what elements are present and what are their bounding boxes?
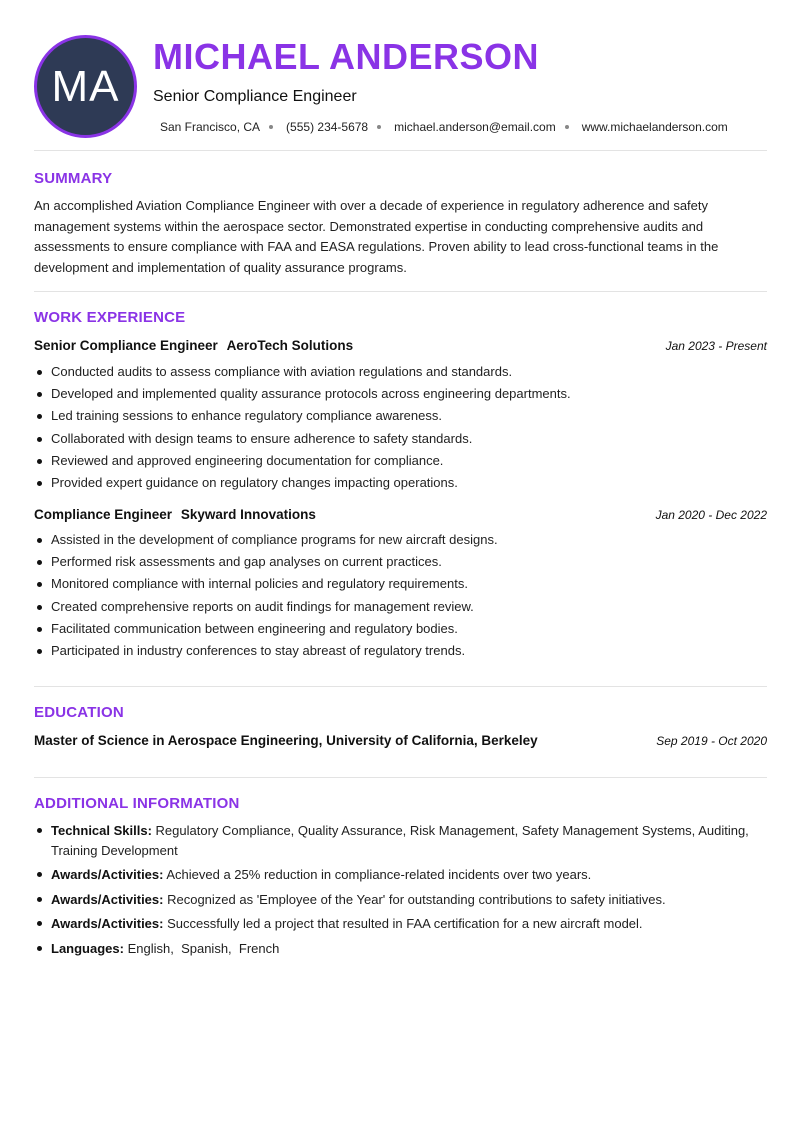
list-item: Assisted in the development of compliance programs for new aircraft designs. <box>34 529 767 551</box>
list-item: Created comprehensive reports on audit findings for management review. <box>34 596 767 618</box>
job-role: Compliance Engineer <box>34 507 173 522</box>
job-company: Skyward Innovations <box>180 507 316 522</box>
item-text: Recognized as 'Employee of the Year' for outstanding contributions to safety initiatives. <box>167 891 666 907</box>
job-bullets <box>34 361 767 494</box>
avatar <box>34 35 137 138</box>
list-item: Performed risk assessments and gap analyses on current practices. <box>34 551 767 573</box>
list-item <box>34 890 767 910</box>
experience-heading: WORK EXPERIENCE <box>34 309 186 326</box>
list-item: Collaborated with design teams to ensure adherence to safety standards. <box>34 428 767 450</box>
contact-phone: (555) 234-5678 <box>286 120 369 134</box>
job-dates: Jan 2020 - Dec 2022 <box>655 508 767 522</box>
job-header <box>34 338 767 353</box>
item-text: Regulatory Compliance, Quality Assurance, Risk Management, Safety Management Systems, Auditing, Training Development <box>51 823 749 858</box>
list-item: Monitored compliance with internal policies and regulatory requirements. <box>34 573 767 595</box>
item-label: Technical Skills: <box>51 823 152 838</box>
job-role: Senior Compliance Engineer <box>34 338 218 353</box>
summary-text: An accomplished Aviation Compliance Engineer with over a decade of experience in regulatory adherence and safety management systems within the aerospace sector. Demonstrated expertise in conducting comprehensive audits and assessments to ensure compliance with FAA and EASA regulations. Proven ability to lead cross-functional teams in the development and implementation of quality assurance programs. <box>34 198 719 275</box>
contact-email[interactable]: michael.anderson@email.com <box>394 120 556 134</box>
job-bullets <box>34 529 767 662</box>
item-label: Awards/Activities: <box>51 867 164 882</box>
education-row <box>34 733 767 748</box>
summary-heading: SUMMARY <box>34 170 113 187</box>
list-item: Reviewed and approved engineering documentation for compliance. <box>34 450 767 472</box>
candidate-title: Senior Compliance Engineer <box>153 88 357 105</box>
divider <box>34 150 767 151</box>
divider <box>34 686 767 687</box>
list-item: Provided expert guidance on regulatory changes impacting operations. <box>34 472 767 494</box>
contact-website[interactable]: www.michaelanderson.com <box>581 120 728 134</box>
list-item <box>34 914 767 934</box>
bullet-separator <box>269 125 273 129</box>
list-item: Conducted audits to assess compliance with aviation regulations and standards. <box>34 361 767 383</box>
list-item: Developed and implemented quality assurance protocols across engineering departments. <box>34 383 767 405</box>
list-item <box>34 865 767 885</box>
item-text: English, Spanish, French <box>127 940 280 956</box>
list-item: Led training sessions to enhance regulatory compliance awareness. <box>34 405 767 427</box>
avatar-initials: MA <box>51 61 120 111</box>
bullet-separator <box>377 125 381 129</box>
education-dates: Sep 2019 - Oct 2020 <box>656 734 767 748</box>
item-label: Languages: <box>51 940 124 956</box>
list-item <box>34 821 767 860</box>
education-degree: Master of Science in Aerospace Engineering, University of California, Berkeley <box>34 733 538 748</box>
contact-bar <box>160 120 728 134</box>
bullet-separator <box>565 125 569 129</box>
item-label: Awards/Activities: <box>51 891 164 907</box>
item-label: Awards/Activities: <box>51 916 164 931</box>
additional-heading: ADDITIONAL INFORMATION <box>34 795 240 812</box>
item-text: Successfully led a project that resulted in FAA certification for a new aircraft model. <box>167 916 643 931</box>
job-dates: Jan 2023 - Present <box>665 339 767 353</box>
job-company: AeroTech Solutions <box>226 338 354 353</box>
job-header <box>34 507 767 522</box>
list-item <box>34 939 767 959</box>
item-text: Achieved a 25% reduction in compliance-related incidents over two years. <box>166 867 592 882</box>
list-item: Facilitated communication between engineering and regulatory bodies. <box>34 618 767 640</box>
list-item: Participated in industry conferences to stay abreast of regulatory trends. <box>34 640 767 662</box>
candidate-name: MICHAEL ANDERSON <box>153 36 540 77</box>
additional-list <box>34 821 767 963</box>
divider <box>34 291 767 292</box>
divider <box>34 777 767 778</box>
education-heading: EDUCATION <box>34 704 124 721</box>
contact-location: San Francisco, CA <box>160 120 261 134</box>
